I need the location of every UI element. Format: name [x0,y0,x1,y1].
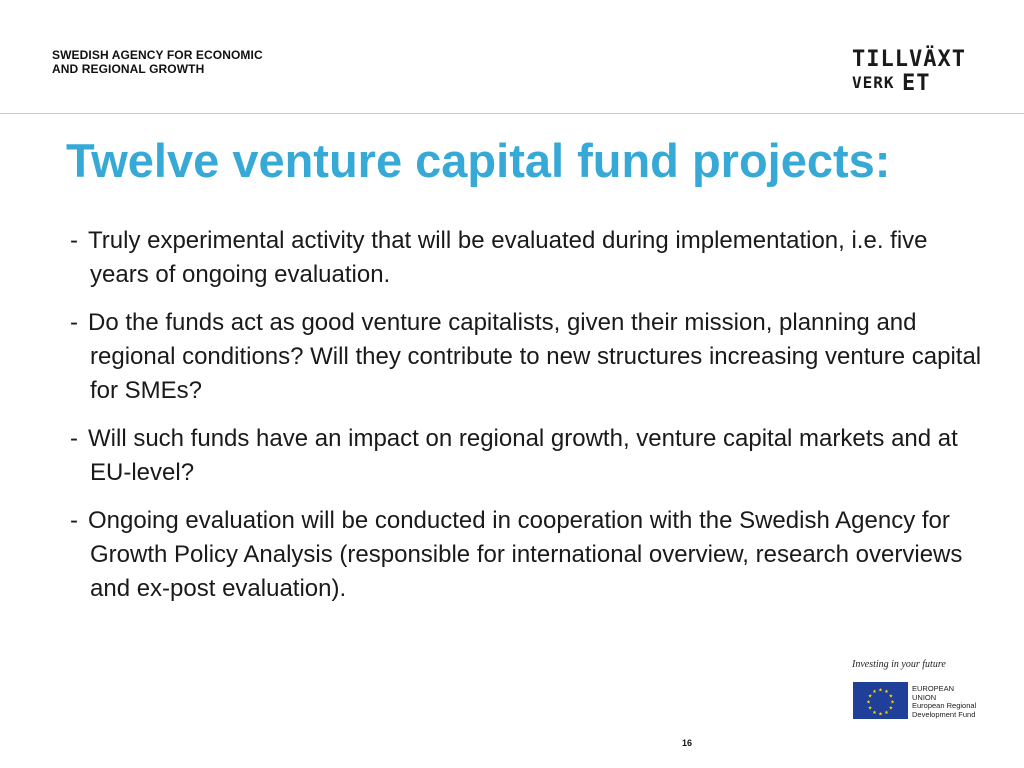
svg-text:ET: ET [902,71,931,92]
agency-name-line-2: AND REGIONAL GROWTH [52,62,205,76]
svg-text:★: ★ [878,687,883,694]
bullet-text: Truly experimental activity that will be evaluated during implementation, i.e. five years of ongoing evaluation. [88,227,928,288]
svg-text:★: ★ [888,693,894,700]
bullet-item [70,306,990,408]
svg-text:★: ★ [867,705,873,712]
bullet-text: Ongoing evaluation will be conducted in cooperation with the Swedish Agency for Growth Policy Analysis (responsible for international overview, research overviews and ex-post evaluation). [88,507,963,602]
svg-text:★: ★ [884,709,889,716]
agency-name [52,48,263,76]
eu-fund-line-3: European Regional [912,701,977,710]
tillvaxtverket-logo [852,40,982,92]
svg-text:★: ★ [878,711,883,718]
bullet-item [70,224,990,292]
eu-tagline: Investing in your future [852,659,946,670]
svg-text:★: ★ [866,699,871,706]
svg-text:★: ★ [872,709,877,716]
eu-flag-icon [853,682,908,719]
bullet-text: Will such funds have an impact on regional growth, venture capital markets and at EU-level? [88,425,958,486]
bullet-list [70,224,990,620]
bullet-marker: - [70,425,78,452]
eu-fund-line-2: UNION [912,692,937,702]
svg-text:★: ★ [867,693,873,700]
slide-title: Twelve venture capital fund projects: [66,134,891,187]
header-divider [0,113,1024,114]
bullet-item [70,504,990,606]
svg-text:TILLVÄXT: TILLVÄXT [852,47,966,72]
page-number: 16 [682,738,693,748]
eu-fund-line-4: Development Fund [912,709,976,719]
svg-text:★: ★ [884,689,889,696]
svg-text:★: ★ [872,689,877,696]
bullet-marker: - [70,309,78,336]
svg-text:★: ★ [890,699,895,706]
bullet-item [70,422,990,490]
svg-text:VERK: VERK [852,73,895,92]
svg-text:★: ★ [888,705,894,712]
bullet-marker: - [70,507,78,534]
eu-fund-line-1: EUROPEAN [912,684,955,693]
agency-name-line-1: SWEDISH AGENCY FOR ECONOMIC [52,48,263,62]
bullet-text: Do the funds act as good venture capitalists, given their mission, planning and regional conditions? Will they contribute to new structures increasing venture capital for SMEs? [88,309,982,404]
eu-fund-label [912,685,976,719]
bullet-marker: - [70,227,78,254]
